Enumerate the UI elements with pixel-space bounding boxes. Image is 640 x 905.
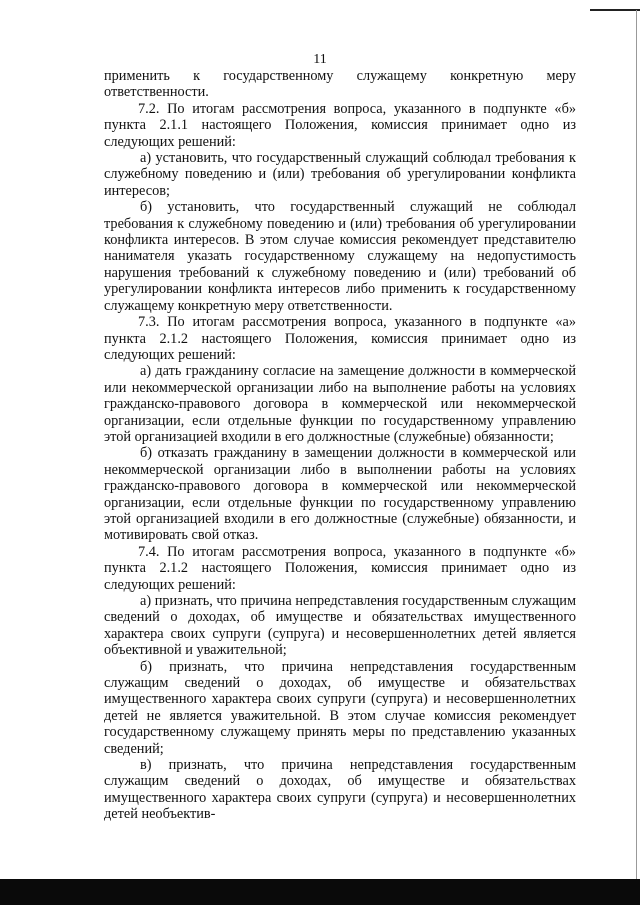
list-item-a: а) признать, что причина непредставления государственным служащим сведений о доходах, об имуществе и обязательствах имущественного характера своих супруги (супруга) и несовершеннолетних детей является объективной и уважительной;	[104, 593, 576, 659]
paragraph-7-4: 7.4. По итогам рассмотрения вопроса, указанного в подпункте «б» пункта 2.1.2 настоящего Положения, комиссия принимает одно из следующих решений:	[104, 543, 576, 593]
scan-edge-mark	[590, 9, 640, 11]
scan-edge-line	[636, 10, 637, 880]
list-item-a: а) дать гражданину согласие на замещение должности в коммерческой или некоммерческой организации либо на выполнение работы на условиях гражданско-правового договора в коммерческой или некоммерческой организации, если отдельные функции по государственному управлению этой организацией входили в его должностные (служебные) обязанности;	[104, 363, 576, 445]
document-body	[104, 68, 576, 823]
paragraph: применить к государственному служащему конкретную меру ответственности.	[104, 68, 576, 101]
page-number: 11	[313, 52, 327, 67]
list-item-b: б) признать, что причина непредставления государственным служащим сведений о доходах, об имуществе и обязательствах имущественного характера своих супруги (супруга) и несовершеннолетних детей не является уважительной. В этом случае комиссия рекомендует государственному служащему принять меры по представлению указанных сведений;	[104, 658, 576, 757]
paragraph-7-2: 7.2. По итогам рассмотрения вопроса, указанного в подпункте «б» пункта 2.1.1 настоящего Положения, комиссия принимает одно из следующих решений:	[104, 100, 576, 150]
list-item-a: а) установить, что государственный служащий соблюдал требования к служебному поведению и (или) требования об урегулировании конфликта интересов;	[104, 150, 576, 199]
list-item-b: б) отказать гражданину в замещении должности в коммерческой или некоммерческой организации либо в выполнении работы на условиях гражданско-правового договора в коммерческой или некоммерческой организации, если отдельные функции по государственному управлению этой организацией входили в его должностные (служебные) обязанности, и мотивировать свой отказ.	[104, 445, 576, 544]
list-item-b: б) установить, что государственный служащий не соблюдал требования к служебному поведению и (или) требования об урегулировании конфликта интересов. В этом случае комиссия рекомендует представителю нанимателя указать государственному служащему на недопустимость нарушения требований к служебному поведению и (или) требований об урегулировании конфликта интересов либо применить к государственному служащему конкретную меру ответственности.	[104, 199, 576, 314]
paragraph-7-3: 7.3. По итогам рассмотрения вопроса, указанного в подпункте «а» пункта 2.1.2 настоящего Положения, комиссия принимает одно из следующих решений:	[104, 314, 576, 363]
list-item-v: в) признать, что причина непредставления государственным служащим сведений о доходах, об имуществе и обязательствах имущественного характера своих супруги (супруга) и несовершеннолетних детей необъектив-	[104, 757, 576, 823]
scan-bottom-border	[0, 879, 640, 905]
